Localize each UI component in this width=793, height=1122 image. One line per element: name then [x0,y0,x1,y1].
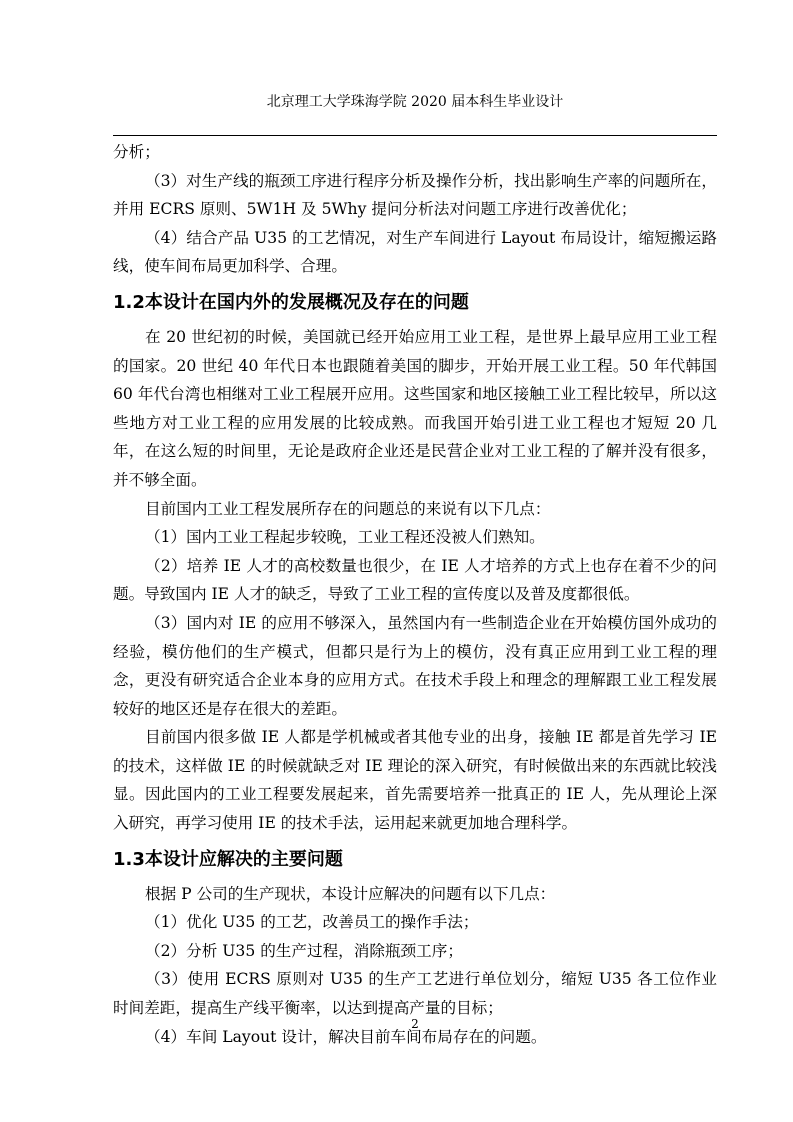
paragraph: （3）使用 ECRS 原则对 U35 的生产工艺进行单位划分，缩短 U35 各工位作业时间差距，提高生产线平衡率，以达到提高产量的目标； [113,970,717,1018]
section-heading-1-3: 1.3本设计应解决的主要问题 [113,848,343,870]
page-content [113,138,717,1051]
paragraph: （4）车间 Layout 设计，解决目前车间布局存在的问题。 [145,1027,547,1046]
paragraph-item-4: （4）结合产品 U35 的工艺情况，对生产车间进行 Layout 布局设计，缩短搬运路线，使车间布局更加科学、合理。 [113,228,717,276]
paragraph: 在 20 世纪初的时候，美国就已经开始应用工业工程，是世界上最早应用工业工程的国家。20 世纪 40 年代日本也跟随着美国的脚步，开始开展工业工程。50 年代韩国 60 年代台湾也相继对工业工程展开应用。这些国家和地区接触工业工程比较早，所以这些地方对工业工程的应用发展的比较成熟。而我国开始引进工业工程也才短短 20 几年，在这么短的时间里，无论是政府企业还是民营企业对工业工程的了解并没有很多，并不够全面。 [113,327,717,489]
paragraph: （1）国内工业工程起步较晚，工业工程还没被人们熟知。 [145,528,545,547]
paragraph: （1）优化 U35 的工艺，改善员工的操作手法； [145,913,479,932]
paragraph-continued: 分析； [113,143,160,161]
paragraph: （3）国内对 IE 的应用不够深入，虽然国内有一些制造企业在开始模仿国外成功的经验，模仿他们的生产模式，但都只是行为上的模仿，没有真正应用到工业工程的理念，更没有研究适合企业本身的应用方式。在技术手段上和理念的理解跟工业工程发展较好的地区还是存在很大的差距。 [113,613,717,718]
section-heading-1-2: 1.2本设计在国内外的发展概况及存在的问题 [113,291,469,313]
page-header: 北京理工大学珠海学院 2020 届本科生毕业设计 [266,94,564,110]
paragraph: （2）分析 U35 的生产过程，消除瓶颈工序； [145,941,463,960]
paragraph-item-3: （3）对生产线的瓶颈工序进行程序分析及操作分析，找出影响生产率的问题所在，并用 ECRS 原则、5W1H 及 5Why 提问分析法对问题工序进行改善优化； [113,171,717,219]
paragraph: 目前国内工业工程发展所存在的问题总的来说有以下几点： [145,499,551,518]
header-rule [113,135,717,136]
paragraph: 目前国内很多做 IE 人都是学机械或者其他专业的出身，接触 IE 都是首先学习 IE 的技术，这样做 IE 的时候就缺乏对 IE 理论的深入研究，有时候做出来的东西就比较浅显。因此国内的工业工程要发展起来，首先需要培养一批真正的 IE 人，先从理论上深入研究，再学习使用 IE 的技术手法，运用起来就更加地合理科学。 [113,728,717,833]
paragraph: （2）培养 IE 人才的高校数量也很少，在 IE 人才培养的方式上也存在着不少的问题。导致国内 IE 人才的缺乏，导致了工业工程的宣传度以及普及度都很低。 [113,556,717,604]
paragraph: 根据 P 公司的生产现状，本设计应解决的问题有以下几点： [145,884,556,903]
page-number: 2 [411,1017,419,1031]
